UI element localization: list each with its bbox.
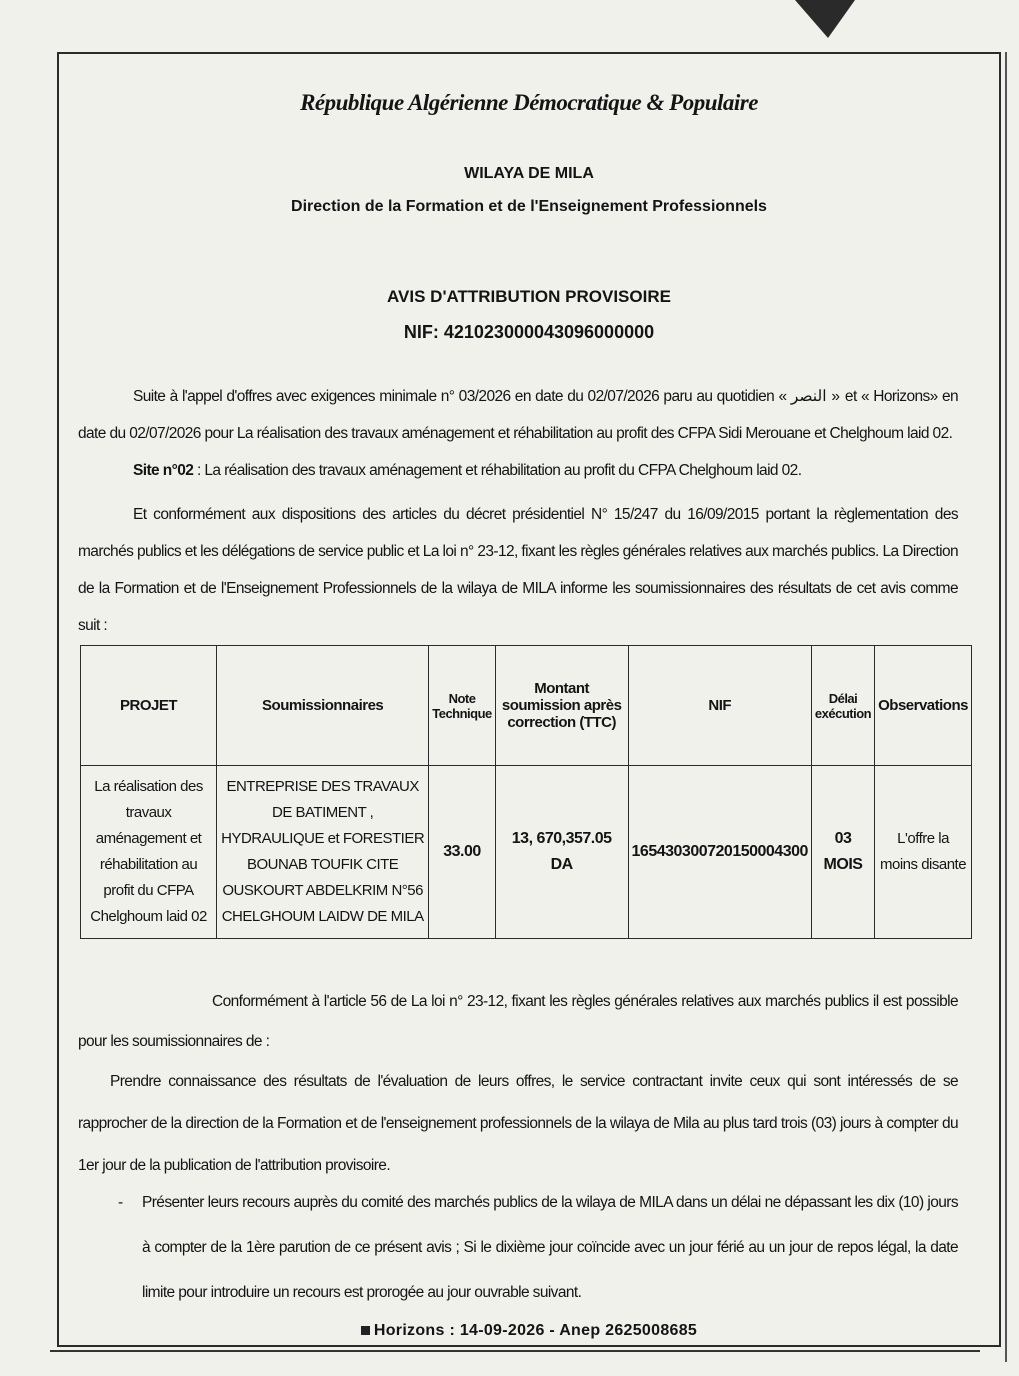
cell-soumissionnaires: ENTREPRISE DES TRAVAUX DE BATIMENT , HYDRAULIQUE et FORESTIER BOUNAB TOUFIK CITE OUSKOURT ABDELKRIM N°56 CHELGHOUM LAIDW DE MILA [217,766,429,939]
list-dash: - [118,1194,123,1211]
intro-paragraph: Suite à l'appel d'offres avec exigences minimale n° 03/2026 en date du 02/07/2026 paru au quotidien « النصر » et « Horizons» en date du 02/07/2026 pour La réalisation des travaux aménagement et réhabilitation au profit des CFPA Sidi Merouane et Chelghoum laid 02. [78,388,958,442]
cell-note: 33.00 [429,766,496,939]
cell-observations: L'offre la moins disante [875,766,972,939]
article-paragraph: Conformément à l'article 56 de La loi n° 23-12, fixant les règles générales relatives aux marchés publics il est possible pour les soumissionnaires de : [78,993,958,1050]
cell-nif: 165430300720150004300 [628,766,811,939]
header-nif: NIF [628,646,811,766]
notice-nif: NIF: 421023000043096000000 [403,322,655,342]
header-delai: Délai exécution [811,646,874,766]
cell-montant: 13, 670,357.05 DA [495,766,628,939]
recourse-list-item [118,1180,958,1315]
site-text: : La réalisation des travaux aménagement et réhabilitation au profit du CFPA Chelghoum laid 02. [193,462,802,479]
results-table [80,645,972,939]
table-row [81,766,972,939]
direction-heading: Direction de la Formation et de l'Enseignement Professionnels [291,198,767,215]
bottom-rule [50,1350,980,1352]
scan-ink-blot [795,0,855,38]
header-soumissionnaires: Soumissionnaires [217,646,429,766]
republic-heading: République Algérienne Démocratique & Populaire [300,90,758,115]
header-note: Note Technique [429,646,496,766]
cell-projet: La réalisation des travaux aménagement et réhabilitation au profit du CFPA Chelghoum laid 02 [81,766,217,939]
legal-paragraph: Et conformément aux dispositions des articles du décret présidentiel N° 15/247 du 16/09/2015 portant la règlementation des marchés publics et les délégations de service public et La loi n° 23-12, fixant les règles générales relatives aux marchés publics. La Direction de la Formation et de l'Enseignement Professionnels de la wilaya de MILA informe les soumissionnaires des résultats de cet avis comme suit : [78,506,958,634]
wilaya-heading: WILAYA DE MILA [464,165,594,182]
header-observations: Observations [875,646,972,766]
publication-footer [57,1322,1001,1340]
footer-text: Horizons : 14-09-2026 - Anep 2625008685 [373,1322,698,1339]
site-paragraph [78,452,958,489]
table-header-row [81,646,972,766]
header-projet: PROJET [81,646,217,766]
square-bullet-icon [361,1326,370,1335]
cell-delai: 03 MOIS [811,766,874,939]
notice-title: AVIS D'ATTRIBUTION PROVISOIRE [387,287,671,306]
page-edge-line [1005,52,1007,1362]
header-montant: Montant soumission après correction (TTC) [495,646,628,766]
recourse-text: Présenter leurs recours auprès du comité des marchés publics de la wilaya de MILA dans un délai ne dépassant les dix (10) jours à compter de la 1ère parution de ce présent avis ; Si le dixième jour coïncide avec un jour férié au un jour de repos légal, la date limite pour introduire un recours est prorogée au jour ouvrable suivant. [142,1194,958,1301]
consultation-paragraph: Prendre connaissance des résultats de l'évaluation de leurs offres, le service contractant invite ceux qui sont intéressés de se rapprocher de la direction de la Formation et de l'enseignement professionnels de la wilaya de Mila au plus tard trois (03) jours à compter du 1er jour de la publication de l'attribution provisoire. [78,1073,958,1174]
site-label: Site n°02 [133,462,194,479]
